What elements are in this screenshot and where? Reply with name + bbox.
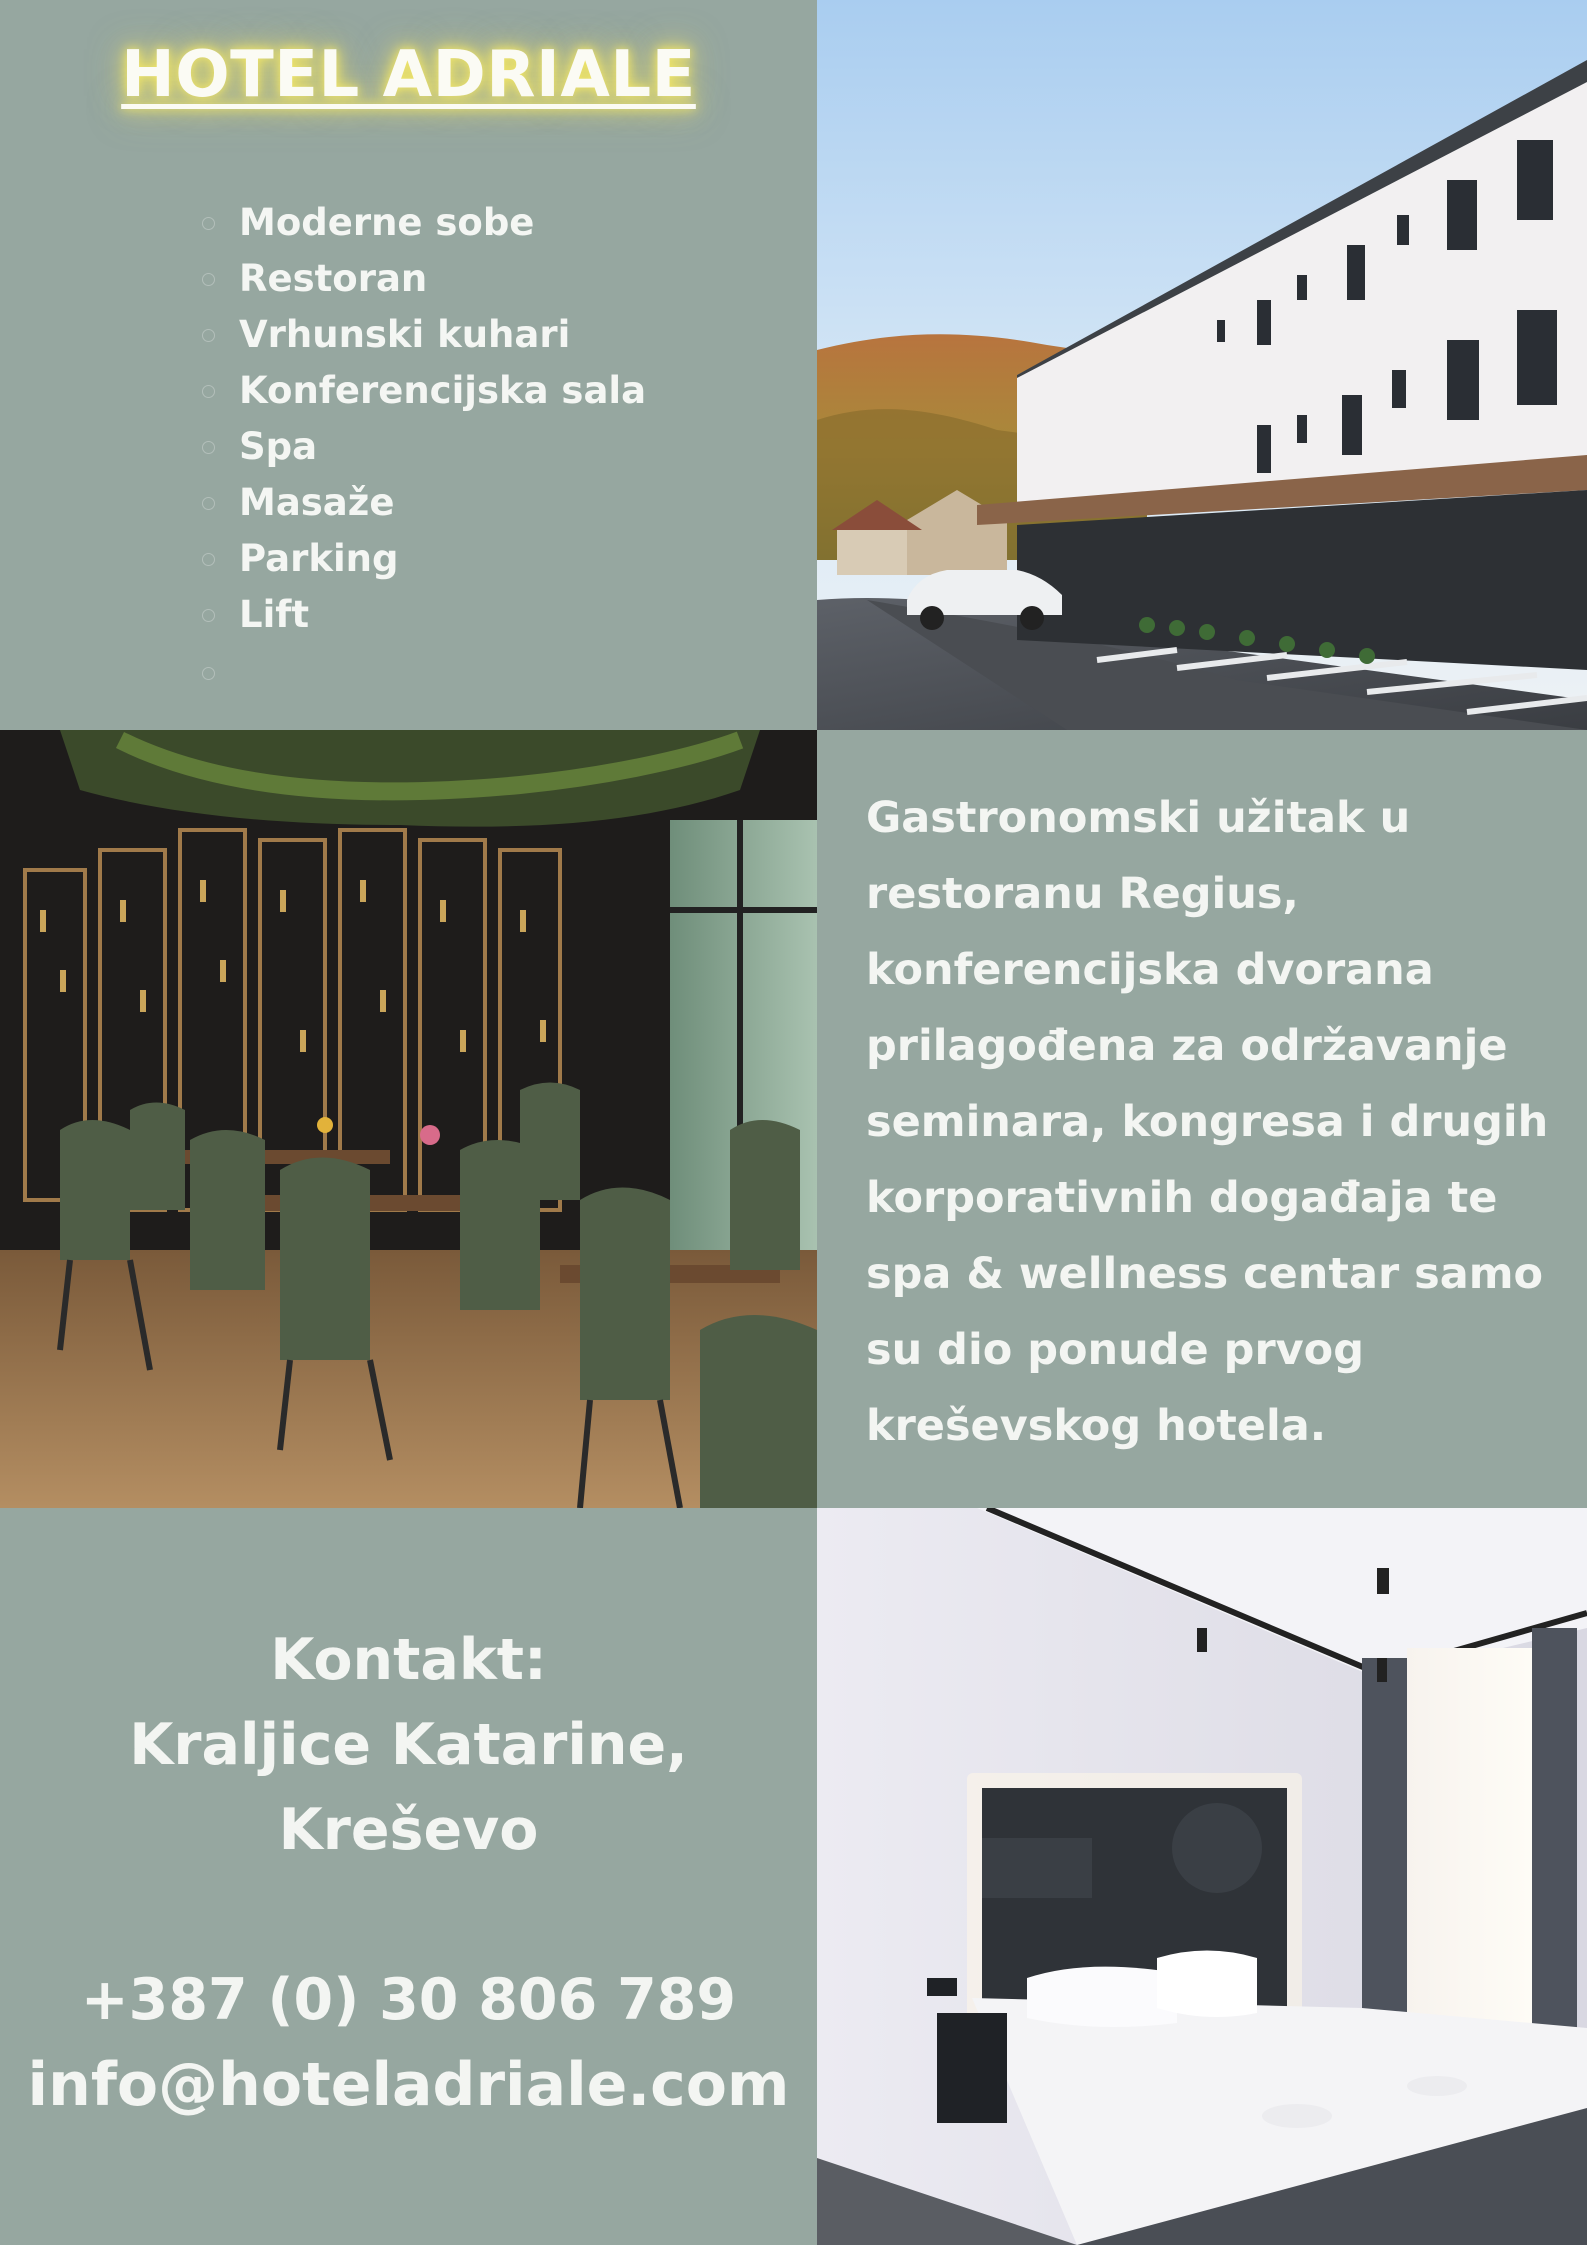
amenity-item	[200, 587, 646, 643]
contact-email: info@hoteladriale.com	[27, 2050, 790, 2120]
contact-spacer	[0, 1873, 817, 1958]
bullet-icon	[202, 329, 215, 342]
amenity-label: Konferencijska sala	[239, 369, 647, 412]
contact-block	[0, 1618, 817, 2128]
bullet-icon	[202, 273, 215, 286]
amenity-label: Spa	[239, 425, 318, 468]
amenity-label: Masaže	[239, 481, 395, 524]
restaurant-photo	[0, 730, 817, 1508]
hotel-room-photo	[817, 1508, 1587, 2245]
amenity-item	[200, 363, 646, 419]
amenity-item-empty	[200, 643, 646, 699]
amenity-label: Parking	[239, 537, 399, 580]
bullet-icon	[202, 217, 215, 230]
amenities-panel	[0, 0, 817, 730]
bullet-icon	[202, 441, 215, 454]
bullet-icon	[202, 553, 215, 566]
bullet-icon	[202, 497, 215, 510]
hotel-exterior-photo	[817, 0, 1587, 730]
contact-street: Kraljice Katarine,	[129, 1712, 688, 1778]
amenity-item	[200, 251, 646, 307]
bullet-icon	[202, 609, 215, 622]
amenity-label: Vrhunski kuhari	[239, 313, 571, 356]
contact-phone: +387 (0) 30 806 789	[80, 1967, 737, 2033]
amenities-list	[200, 195, 646, 699]
bullet-icon	[202, 667, 215, 680]
amenity-item	[200, 307, 646, 363]
amenity-label: Restoran	[239, 257, 428, 300]
amenity-item	[200, 531, 646, 587]
contact-city: Kreševo	[278, 1797, 539, 1863]
amenity-item	[200, 419, 646, 475]
contact-heading: Kontakt:	[270, 1627, 547, 1693]
contact-panel	[0, 1508, 817, 2245]
amenity-label: Lift	[239, 593, 310, 636]
description-panel	[817, 730, 1587, 1508]
amenity-label: Moderne sobe	[239, 201, 535, 244]
hotel-description: Gastronomski užitak u restoranu Regius, konferencijska dvorana prilagođena za održavanje seminara, kongresa i drugih korporativnih događaja te spa & wellness centar samo su dio ponude prvog kreševskog hotela.	[866, 793, 1549, 1451]
bullet-icon	[202, 385, 215, 398]
hotel-title: HOTEL ADRIALE	[121, 38, 696, 112]
amenity-item	[200, 475, 646, 531]
amenity-item	[200, 195, 646, 251]
